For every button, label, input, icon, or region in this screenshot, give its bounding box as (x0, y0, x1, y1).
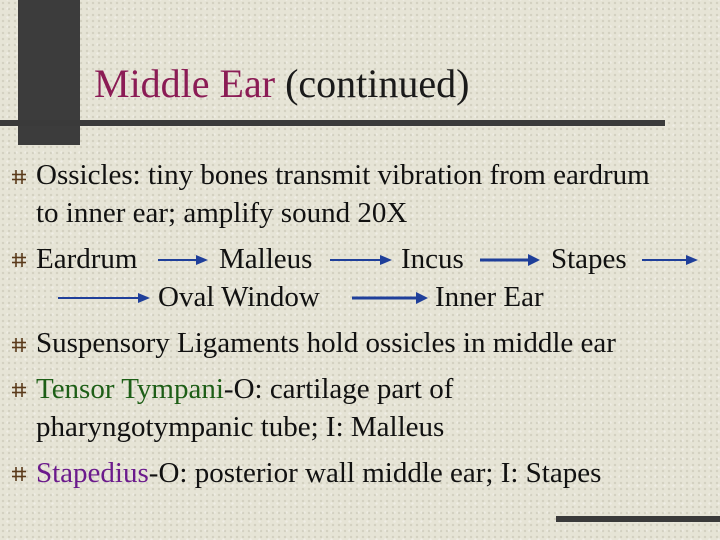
ossicles-line-1: Ossicles: tiny bones transmit vibration from eardrum (36, 159, 650, 191)
title-underline-rule (0, 120, 665, 126)
right-arrow-icon (480, 254, 540, 266)
title-rest: (continued) (275, 61, 470, 106)
pathway-malleus: Malleus (219, 243, 313, 275)
pathway-inner-ear: Inner Ear (435, 281, 544, 313)
right-arrow-icon (58, 292, 150, 304)
tensor-line-1 (36, 372, 453, 406)
stapedius-term: Stapedius (36, 457, 149, 489)
right-arrow-icon (330, 254, 392, 266)
stapedius-line (36, 456, 601, 490)
right-arrow-icon (352, 292, 428, 304)
title-accent: Middle Ear (94, 61, 276, 106)
hash-bullet-icon (12, 253, 26, 267)
hash-bullet-icon (12, 338, 26, 352)
hash-bullet-icon (12, 467, 26, 481)
stapedius-line-rest: -O: posterior wall middle ear; I: Stapes (148, 457, 602, 489)
pathway-stapes: Stapes (551, 243, 627, 275)
pathway-eardrum: Eardrum (36, 243, 138, 275)
footer-rule (556, 516, 720, 522)
pathway-incus: Incus (401, 243, 464, 275)
hash-bullet-icon (12, 383, 26, 397)
tensor-tympani-term: Tensor Tympani (36, 373, 224, 405)
ligaments-line: Suspensory Ligaments hold ossicles in middle ear (36, 327, 616, 359)
pathway-oval-window: Oval Window (158, 281, 320, 313)
hash-bullet-icon (12, 170, 26, 184)
slide-title (94, 62, 469, 106)
tensor-line-1-rest: -O: cartilage part of (223, 373, 454, 405)
ossicles-line-2: to inner ear; amplify sound 20X (36, 197, 408, 229)
right-arrow-icon (642, 254, 698, 266)
tensor-line-2: pharyngotympanic tube; I: Malleus (36, 411, 445, 443)
right-arrow-icon (158, 254, 208, 266)
